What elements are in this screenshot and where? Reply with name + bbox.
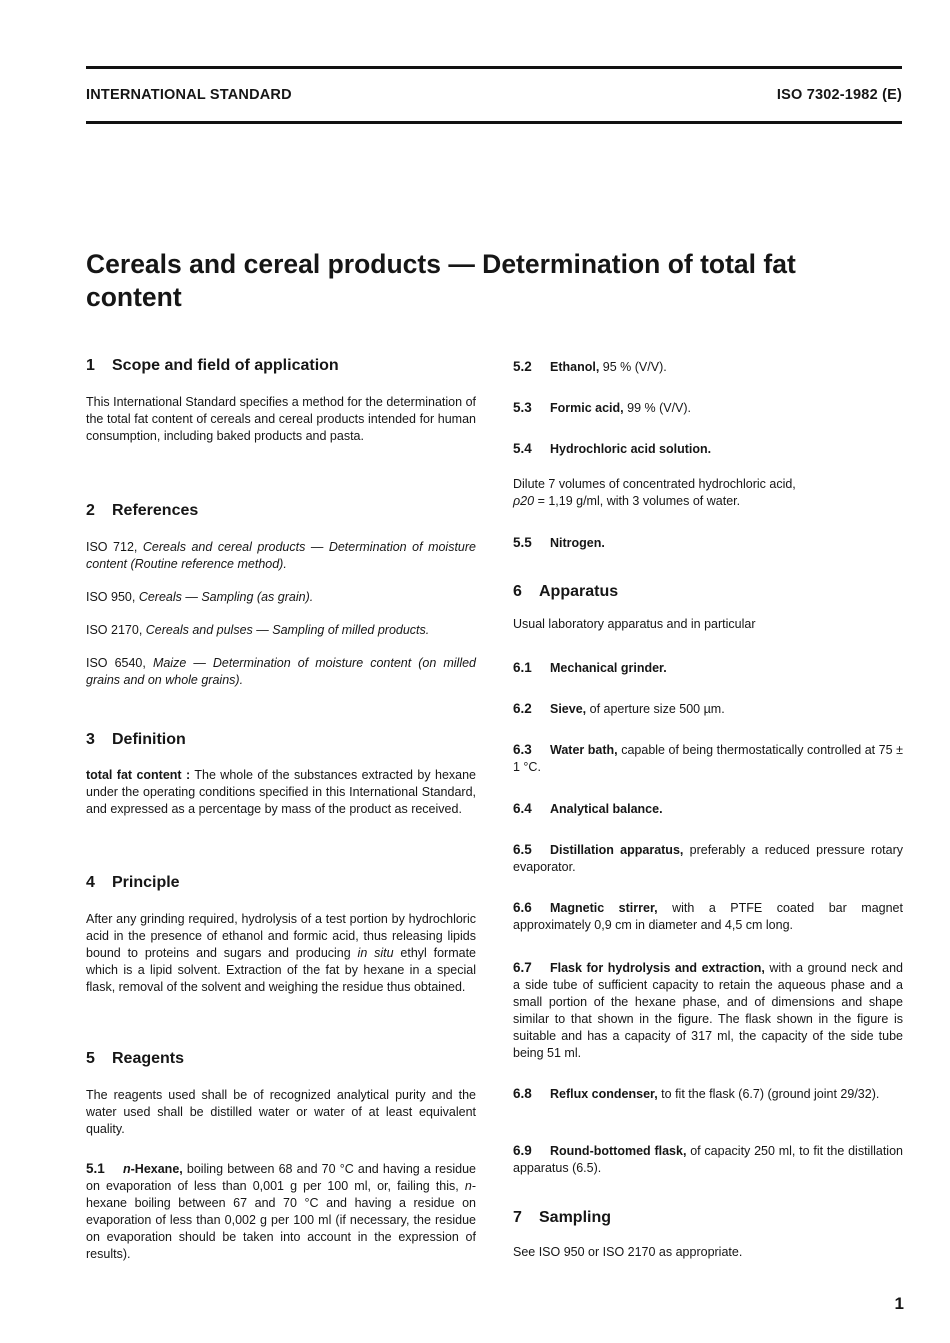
section-heading: Definition xyxy=(112,731,186,748)
header-rule-bottom xyxy=(86,121,902,124)
subsection-6-4: 6.4 Analytical balance. xyxy=(513,801,663,816)
subsection-6-6: 6.6 Magnetic stirrer, with a PTFE coated bar magnet approximately 0,9 cm in diameter and 4,5 cm long. xyxy=(513,900,903,932)
section-number: 7 xyxy=(513,1209,522,1226)
reference-item: ISO 712, Cereals and cereal products — Determination of moisture content (Routine reference method). xyxy=(86,540,476,571)
header-rule-top xyxy=(86,66,902,69)
section-number: 1 xyxy=(86,357,95,374)
subsection-6-1: 6.1 Mechanical grinder. xyxy=(513,660,667,675)
reference-item: ISO 6540, Maize — Determination of moisture content (on milled grains and on whole grains). xyxy=(86,656,477,687)
reference-item: ISO 950, Cereals — Sampling (as grain). xyxy=(86,590,314,604)
subsection-6-7: 6.7 Flask for hydrolysis and extraction, with a ground neck and a side tube of sufficient capacity to retain the aqueous phase and a small portion of the hexane phase, and of dimensions and shape similar to that shown in the figure. The flask shown in the figure is suitable and has a capacity of 317 ml, the capacity of the side tube being 51 ml. xyxy=(513,960,903,1060)
section-text: Dilute 7 volumes of concentrated hydrochloric acid, ρ20 = 1,19 g/ml, with 3 volumes of water. xyxy=(513,477,796,508)
section-4 xyxy=(86,873,476,996)
subsection-6-8: 6.8 Reflux condenser, to fit the flask (6.7) (ground joint 29/32). xyxy=(513,1086,880,1101)
section-text: Usual laboratory apparatus and in particular xyxy=(513,617,756,631)
header-doc-number: ISO 7302-1982 (E) xyxy=(776,87,902,103)
definition-term: total fat content : xyxy=(86,768,191,782)
section-text: See ISO 950 or ISO 2170 as appropriate. xyxy=(513,1245,743,1259)
section-6 xyxy=(513,582,903,633)
subsection-6-9: 6.9 Round-bottomed flask, of capacity 250 ml, to fit the distillation apparatus (6.5). xyxy=(513,1143,903,1175)
section-heading: Sampling xyxy=(539,1209,612,1226)
definition-text: total fat content : The whole of the substances extracted by hexane under the operating conditions specified in this International Standard, and expressed as a percentage by mass of the product as received. xyxy=(86,768,477,816)
section-number: 6 xyxy=(513,583,522,600)
section-heading: Apparatus xyxy=(539,583,619,600)
section-heading: References xyxy=(112,502,199,519)
subsection-5-4: 5.4 Hydrochloric acid solution. Dilute 7 volumes of concentrated hydrochloric acid, ρ20 = 1,19 g/ml, with 3 volumes of water. xyxy=(513,440,903,510)
section-heading: Reagents xyxy=(112,1050,185,1067)
section-heading: Scope and field of application xyxy=(112,357,339,374)
subsection-5-2: 5.2 Ethanol, 95 % (V/V). xyxy=(513,359,667,374)
subsection-5-3: 5.3 Formic acid, 99 % (V/V). xyxy=(513,400,692,415)
section-2 xyxy=(86,501,476,689)
page-number: 1 xyxy=(894,1294,904,1313)
section-7 xyxy=(513,1208,903,1261)
section-number: 2 xyxy=(86,502,95,519)
subsection-5-1: 5.1 n-Hexane, boiling between 68 and 70 °C and having a residue on evaporation of less than 0,001 g per 100 ml, or, failing this, n-hexane boiling between 67 and 70 °C and having a residue on evaporation of less than 0,002 g per 100 ml (if necessary, the residue on evaporation should be taken into account in the expression of results). xyxy=(86,1161,476,1261)
section-number: 4 xyxy=(86,874,95,891)
section-3 xyxy=(86,730,476,818)
section-number: 3 xyxy=(86,731,95,748)
section-text: This International Standard specifies a method for the determination of the total fat content of cereals and cereal products intended for human consumption, including baked products and pasta. xyxy=(86,395,476,443)
subsection-6-3: 6.3 Water bath, capable of being thermostatically controlled at 75 ± 1 °C. xyxy=(513,742,903,774)
section-1 xyxy=(86,356,476,445)
page-title: Cereals and cereal products — Determination of total fat content xyxy=(86,249,796,312)
section-number: 5 xyxy=(86,1050,95,1067)
section-heading: Principle xyxy=(112,874,180,891)
header-doc-type: INTERNATIONAL STANDARD xyxy=(86,87,292,103)
subsection-6-5: 6.5 Distillation apparatus, preferably a reduced pressure rotary evaporator. xyxy=(513,842,903,874)
subsection-6-2: 6.2 Sieve, of aperture size 500 µm. xyxy=(513,701,725,716)
section-text: The reagents used shall be of recognized analytical purity and the water used shall be distilled water or water of at least equivalent quality. xyxy=(86,1088,476,1136)
section-text: After any grinding required, hydrolysis of a test portion by hydrochloric acid in the presence of ethanol and formic acid, thus releasing lipids bound to proteins and sugars and producing in situ ethyl formate which is a lipid solvent. Extraction of the fat by hexane in a special flask, removal of the solvent and weighing the residue thus obtained. xyxy=(86,912,476,994)
reference-item: ISO 2170, Cereals and pulses — Sampling of milled products. xyxy=(86,623,430,637)
section-5 xyxy=(86,1049,476,1138)
subsection-5-5: 5.5 Nitrogen. xyxy=(513,535,605,550)
